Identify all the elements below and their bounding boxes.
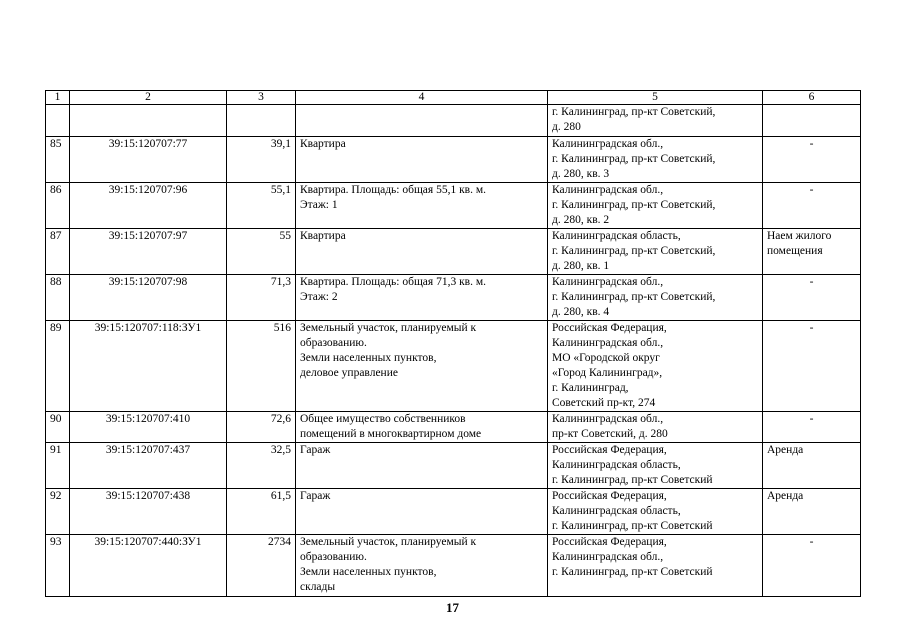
table-row bbox=[46, 443, 861, 489]
object-address: Российская Федерация, Калининградская обл., г. Калининград, пр-кт Советский bbox=[548, 535, 763, 597]
column-header: 5 bbox=[548, 91, 763, 105]
cadastral-number: 39:15:120707:96 bbox=[70, 183, 227, 229]
column-header: 1 bbox=[46, 91, 70, 105]
table-row bbox=[46, 229, 861, 275]
encumbrance: - bbox=[763, 321, 861, 412]
object-address: Российская Федерация, Калининградская область, г. Калининград, пр-кт Советский bbox=[548, 443, 763, 489]
object-description: Квартира. Площадь: общая 71,3 кв. м. Этаж: 2 bbox=[296, 275, 548, 321]
object-address: Калининградская обл., г. Калининград, пр-кт Советский, д. 280, кв. 4 bbox=[548, 275, 763, 321]
encumbrance: Аренда bbox=[763, 489, 861, 535]
table-row bbox=[46, 105, 861, 137]
encumbrance: - bbox=[763, 275, 861, 321]
cadastral-number: 39:15:120707:440:ЗУ1 bbox=[70, 535, 227, 597]
encumbrance: - bbox=[763, 183, 861, 229]
column-header: 4 bbox=[296, 91, 548, 105]
object-address: Российская Федерация, Калининградская обл., МО «Городской округ «Город Калининград», г. Калининград, Советский пр-кт, 274 bbox=[548, 321, 763, 412]
area-value: 55,1 bbox=[227, 183, 296, 229]
object-description: Земельный участок, планируемый к образованию. Земли населенных пунктов, деловое управление bbox=[296, 321, 548, 412]
table-row bbox=[46, 321, 861, 412]
row-number: 93 bbox=[46, 535, 70, 597]
object-description bbox=[296, 105, 548, 137]
row-number: 92 bbox=[46, 489, 70, 535]
object-address: г. Калининград, пр-кт Советский, д. 280 bbox=[548, 105, 763, 137]
row-number: 91 bbox=[46, 443, 70, 489]
cadastral-number: 39:15:120707:118:ЗУ1 bbox=[70, 321, 227, 412]
area-value: 72,6 bbox=[227, 412, 296, 443]
table-row bbox=[46, 489, 861, 535]
object-description: Гараж bbox=[296, 443, 548, 489]
encumbrance: - bbox=[763, 137, 861, 183]
table-row bbox=[46, 183, 861, 229]
area-value: 55 bbox=[227, 229, 296, 275]
encumbrance: - bbox=[763, 535, 861, 597]
row-number: 88 bbox=[46, 275, 70, 321]
object-description: Земельный участок, планируемый к образованию. Земли населенных пунктов, склады bbox=[296, 535, 548, 597]
object-address: Калининградская область, г. Калининград, пр-кт Советский, д. 280, кв. 1 bbox=[548, 229, 763, 275]
header-row bbox=[46, 91, 861, 105]
table-row bbox=[46, 275, 861, 321]
area-value bbox=[227, 105, 296, 137]
column-header: 6 bbox=[763, 91, 861, 105]
cadastral-number: 39:15:120707:410 bbox=[70, 412, 227, 443]
area-value: 32,5 bbox=[227, 443, 296, 489]
object-description: Общее имущество собственников помещений в многоквартирном доме bbox=[296, 412, 548, 443]
row-number: 85 bbox=[46, 137, 70, 183]
cadastral-number: 39:15:120707:438 bbox=[70, 489, 227, 535]
row-number: 89 bbox=[46, 321, 70, 412]
cadastral-number bbox=[70, 105, 227, 137]
row-number: 90 bbox=[46, 412, 70, 443]
area-value: 2734 bbox=[227, 535, 296, 597]
table-row bbox=[46, 412, 861, 443]
object-address: Калининградская обл., г. Калининград, пр-кт Советский, д. 280, кв. 2 bbox=[548, 183, 763, 229]
row-number: 86 bbox=[46, 183, 70, 229]
area-value: 61,5 bbox=[227, 489, 296, 535]
page-number: 17 bbox=[446, 600, 459, 615]
table-row bbox=[46, 137, 861, 183]
object-description: Квартира bbox=[296, 229, 548, 275]
encumbrance: Наем жилого помещения bbox=[763, 229, 861, 275]
cadastral-number: 39:15:120707:77 bbox=[70, 137, 227, 183]
area-value: 71,3 bbox=[227, 275, 296, 321]
column-header: 2 bbox=[70, 91, 227, 105]
cadastral-number: 39:15:120707:97 bbox=[70, 229, 227, 275]
object-address: Калининградская обл., г. Калининград, пр-кт Советский, д. 280, кв. 3 bbox=[548, 137, 763, 183]
cadastral-number: 39:15:120707:437 bbox=[70, 443, 227, 489]
area-value: 516 bbox=[227, 321, 296, 412]
object-description: Гараж bbox=[296, 489, 548, 535]
area-value: 39,1 bbox=[227, 137, 296, 183]
object-description: Квартира bbox=[296, 137, 548, 183]
encumbrance: - bbox=[763, 412, 861, 443]
table-row bbox=[46, 535, 861, 597]
cadastral-number: 39:15:120707:98 bbox=[70, 275, 227, 321]
column-header: 3 bbox=[227, 91, 296, 105]
row-number bbox=[46, 105, 70, 137]
row-number: 87 bbox=[46, 229, 70, 275]
object-address: Российская Федерация, Калининградская область, г. Калининград, пр-кт Советский bbox=[548, 489, 763, 535]
encumbrance bbox=[763, 105, 861, 137]
property-table bbox=[45, 90, 861, 597]
object-address: Калининградская обл., пр-кт Советский, д. 280 bbox=[548, 412, 763, 443]
object-description: Квартира. Площадь: общая 55,1 кв. м. Этаж: 1 bbox=[296, 183, 548, 229]
encumbrance: Аренда bbox=[763, 443, 861, 489]
